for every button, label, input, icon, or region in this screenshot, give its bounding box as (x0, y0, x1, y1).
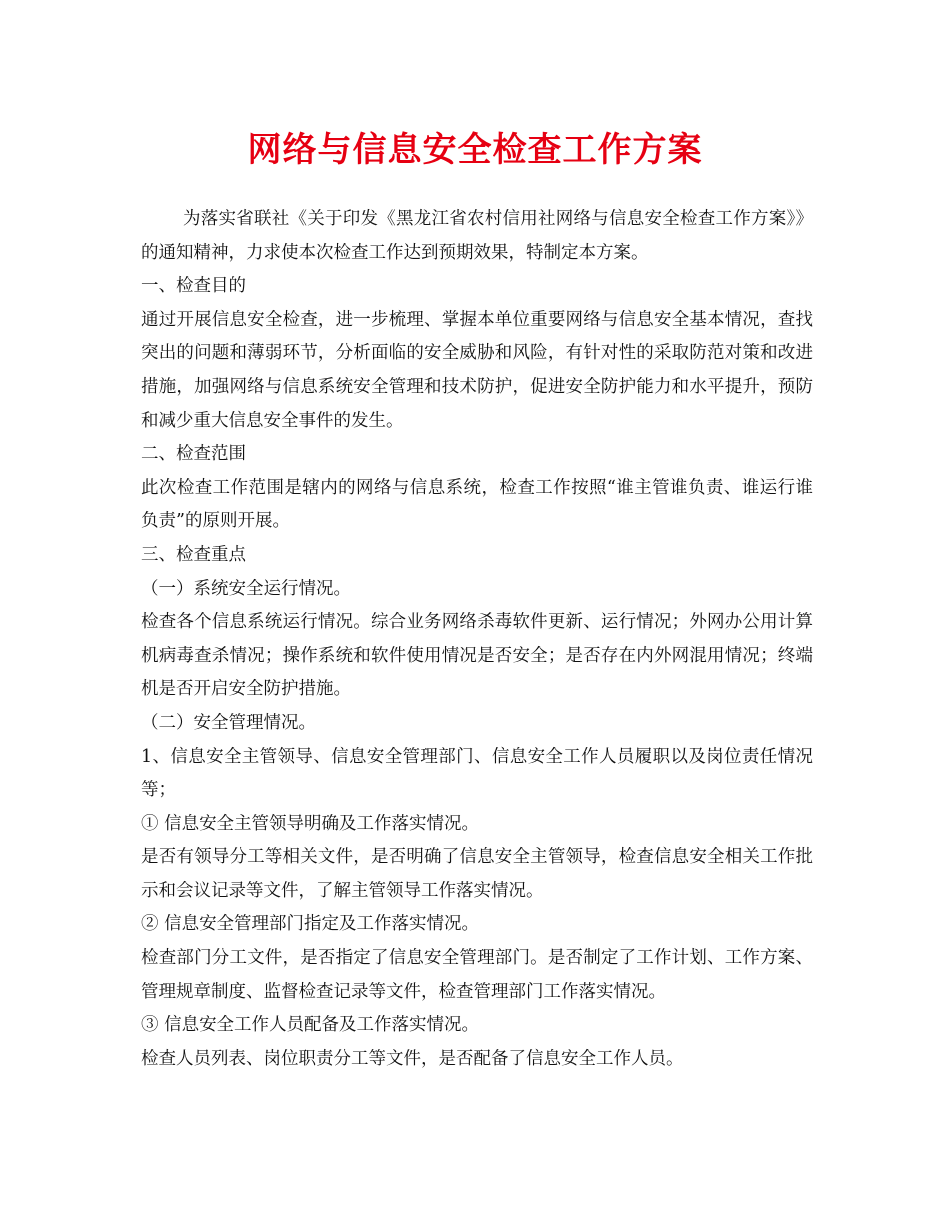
system-operation-paragraph: 检查各个信息系统运行情况。综合业务网络杀毒软件更新、运行情况；外网办公用计算机病毒查杀情况；操作系统和软件使用情况是否安全；是否存在内外网混用情况；终端机是否开启安全防护措施。 (141, 612, 813, 700)
management-subitem-1-detail: 是否有领导分工等相关文件，是否明确了信息安全主管领导，检查信息安全相关工作批示和会议记录等文件，了解主管领导工作落实情况。 (141, 847, 813, 901)
document-body (141, 203, 813, 1076)
subsection-heading-security-management: （二）安全管理情况。 (141, 712, 316, 733)
management-item-1: 1、信息安全主管领导、信息安全管理部门、信息安全工作人员履职以及岗位责任情况等； (141, 746, 813, 801)
section-heading-scope: 二、检查范围 (141, 444, 246, 465)
purpose-paragraph: 通过开展信息安全检查，进一步梳理、掌握本单位重要网络与信息安全基本情况，查找突出的问题和薄弱环节，分析面临的安全威胁和风险，有针对性的采取防范对策和改进措施，加强网络与信息系统安全管理和技术防护，促进安全防护能力和水平提升，预防和减少重大信息安全事件的发生。 (141, 309, 813, 431)
document-title: 网络与信息安全检查工作方案 (247, 130, 703, 170)
management-subitem-3-detail: 检查人员列表、岗位职责分工等文件，是否配备了信息安全工作人员。 (141, 1048, 684, 1069)
section-heading-purpose: 一、检查目的 (141, 276, 246, 297)
intro-paragraph: 为落实省联社《关于印发《黑龙江省农村信用社网络与信息安全检查工作方案》》的通知精神，力求使本次检查工作达到预期效果，特制定本方案。 (141, 209, 813, 263)
management-subitem-3: ③ 信息安全工作人员配备及工作落实情况。 (141, 1015, 480, 1036)
management-subitem-2: ② 信息安全管理部门指定及工作落实情况。 (141, 914, 480, 935)
subsection-heading-system-operation: （一）系统安全运行情况。 (141, 578, 351, 599)
management-subitem-1: ① 信息安全主管领导明确及工作落实情况。 (141, 813, 480, 834)
scope-paragraph: 此次检查工作范围是辖内的网络与信息系统，检查工作按照“谁主管谁负责、谁运行谁负责”的原则开展。 (141, 477, 813, 532)
management-subitem-2-detail: 检查部门分工文件，是否指定了信息安全管理部门。是否制定了工作计划、工作方案、管理规章制度、监督检查记录等文件，检查管理部门工作落实情况。 (141, 948, 813, 1002)
section-heading-focus: 三、检查重点 (141, 544, 246, 565)
